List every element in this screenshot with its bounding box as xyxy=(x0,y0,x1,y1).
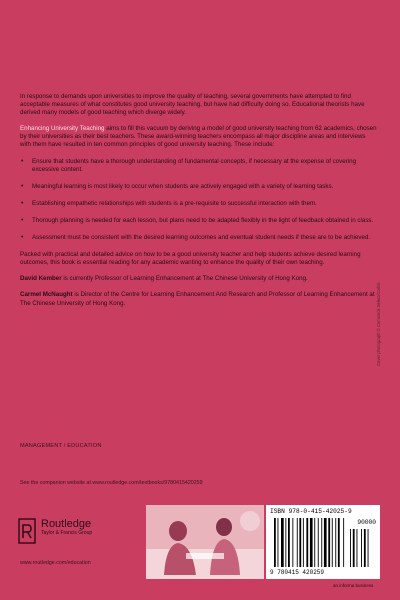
barcode-box xyxy=(266,505,380,579)
closing-paragraph: Packed with practical and detailed advice on how to be a good university teacher and help students achieve desired learning outcomes, this book is essential reading for any academic wanting to enhance the quality of their own teaching. xyxy=(20,251,361,267)
author-bio-mcnaught: Carmel McNaught is Director of the Centre for Learning Enhancement And Research and Professor of Learning Enhancement at The Chinese University of Hong Kong. xyxy=(20,291,375,307)
description-rest: aims to fill this vacuum by deriving a model of good university teaching from 62 academics, chosen by their universities as their best teachers. These award-winning teachers encompass all major discipline areas and interviews with them have resulted in ten common principles of good university teaching. These include: xyxy=(20,125,377,149)
list-item: • Ensure that students have a thorough understanding of fundamental concepts, if necessary at the expense of covering excessive content. xyxy=(21,157,357,173)
publisher-website-link[interactable]: www.routledge.com/education xyxy=(20,560,91,566)
blurb xyxy=(20,93,378,316)
list-item: • Establishing empathetic relationships with students is a pre-requisite to successful interaction with them. xyxy=(21,199,317,207)
subject-category: MANAGEMENT / EDUCATION xyxy=(20,443,102,449)
cover-photo xyxy=(146,505,264,579)
isbn-label: ISBN 978-0-415-42025-9 xyxy=(270,508,352,515)
publisher-logo xyxy=(18,518,92,544)
author-name: Carmel McNaught xyxy=(20,291,73,299)
bullet-icon: • xyxy=(21,234,24,242)
routledge-logo-icon xyxy=(18,518,36,544)
bullet-icon: • xyxy=(21,199,24,207)
price-code: 90000 xyxy=(357,519,376,526)
publisher-tagline: Taylor & Francis Group xyxy=(41,530,93,536)
bullet-icon: • xyxy=(21,157,24,165)
photo-credit: Cover photograph © Comstock Select/Corbis xyxy=(376,282,381,366)
description-paragraph xyxy=(20,125,378,149)
author-name: David Kember xyxy=(20,275,62,283)
barcode-icon xyxy=(266,505,380,579)
publisher-name: Routledge xyxy=(41,518,92,530)
book-title-inline: Enhancing University Teaching xyxy=(20,125,105,133)
list-item: • Meaningful learning is most likely to occur when students are actively engaged with a variety of learning tasks. xyxy=(21,182,334,190)
bullet-icon: • xyxy=(21,216,24,224)
principles-list xyxy=(20,158,378,243)
isbn-digits: 9 780415 420259 xyxy=(270,569,325,576)
intro-paragraph: In response to demands upon universities to improve the quality of teaching, several governments have attempted to find acceptable measures of what constitutes good university teaching, but have had difficulty doing so. Educational theorists have derived many models of good teaching which diverge widely. xyxy=(20,93,365,117)
parent-company: an informa business xyxy=(333,583,374,588)
companion-website-link[interactable]: See the companion website at www.routledge.com/textbooks/9780415420259 xyxy=(20,480,203,486)
author-bio-kember: David Kember is currently Professor of Learning Enhancement at The Chinese University of Hong Kong. xyxy=(20,275,308,283)
list-item: • Thorough planning is needed for each lesson, but plans need to be adapted flexibly in the light of feedback obtained in class. xyxy=(21,216,374,224)
list-item: • Assessment must be consistent with the desired learning outcomes and eventual student needs if these are to be achieved. xyxy=(21,234,371,242)
bullet-icon: • xyxy=(21,182,24,190)
